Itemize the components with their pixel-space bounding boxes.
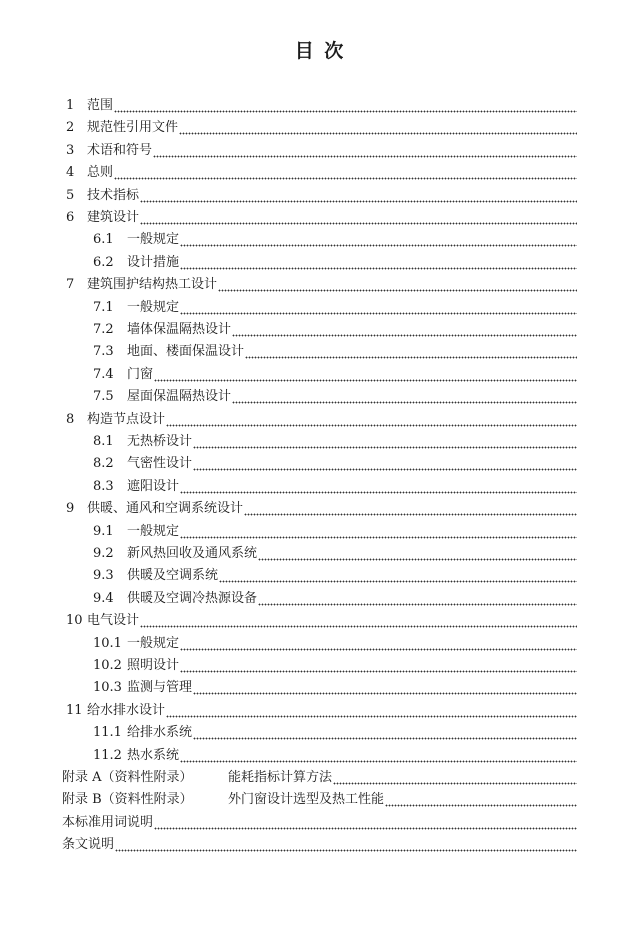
toc-entry-number: 7.4 bbox=[93, 366, 114, 382]
toc-leader-dots bbox=[180, 479, 577, 495]
toc-entry-number: 7 bbox=[66, 277, 75, 293]
toc-entry-text: 一般规定 bbox=[127, 299, 180, 315]
toc-leader-dots bbox=[179, 120, 577, 136]
toc-entry-number: 8 bbox=[66, 411, 75, 427]
toc-entry-number: 6 bbox=[66, 210, 75, 225]
toc-entry[interactable] bbox=[66, 609, 577, 629]
toc-entry-text: 门窗 bbox=[127, 366, 154, 382]
toc-leader-dots bbox=[258, 546, 577, 562]
toc-leader-dots bbox=[232, 322, 577, 338]
toc-title: 目 次 bbox=[294, 40, 346, 62]
toc-entry-number: 6.2 bbox=[93, 254, 114, 270]
toc-entry-text: 热水系统 bbox=[127, 747, 180, 763]
toc-entry-text: 监测与管理 bbox=[127, 680, 193, 696]
toc-leader-dots bbox=[193, 680, 577, 696]
toc-entry[interactable] bbox=[93, 475, 577, 495]
toc-leader-dots bbox=[244, 501, 577, 517]
toc-entry[interactable] bbox=[93, 744, 577, 764]
toc-entry-text: 供暖及空调冷热源设备 bbox=[127, 590, 258, 606]
toc-entry-text: 建筑围护结构热工设计 bbox=[87, 277, 218, 293]
toc-entry-number: 11.1 bbox=[93, 725, 122, 741]
toc-leader-dots bbox=[193, 434, 577, 450]
toc-entry[interactable] bbox=[93, 385, 577, 405]
toc-leader-dots bbox=[193, 725, 577, 741]
toc-entry-text: 地面、楼面保温设计 bbox=[127, 344, 245, 360]
toc-entry[interactable] bbox=[93, 564, 577, 584]
toc-entry-text: 无热桥设计 bbox=[127, 434, 193, 449]
toc-leader-dots bbox=[154, 367, 577, 383]
toc-entry[interactable] bbox=[66, 139, 577, 159]
toc-entry[interactable] bbox=[93, 721, 577, 741]
toc-entry-number: 9 bbox=[66, 501, 75, 517]
toc-entry-text: 本标准用词说明 bbox=[62, 814, 154, 830]
toc-entry-number: 5 bbox=[66, 187, 75, 203]
toc-entry-text: 一般规定 bbox=[127, 232, 180, 248]
toc-entry-number: 附录 A（资料性附录） bbox=[62, 770, 193, 785]
toc-leader-dots bbox=[245, 344, 577, 360]
toc-entry[interactable] bbox=[93, 318, 577, 338]
toc-entry-number: 9.2 bbox=[93, 546, 114, 561]
toc-entry-text: 新风热回收及通风系统 bbox=[127, 546, 258, 561]
toc-entry[interactable] bbox=[66, 206, 577, 226]
toc-entry-text: 给水排水设计 bbox=[87, 702, 166, 718]
toc-entry[interactable] bbox=[62, 811, 577, 831]
toc-entry-text: 供暖及空调系统 bbox=[127, 568, 219, 584]
toc-entry-text: 气密性设计 bbox=[127, 456, 193, 472]
toc-entry-text: 规范性引用文件 bbox=[87, 120, 179, 136]
toc-leader-dots bbox=[180, 658, 577, 674]
toc-leader-dots bbox=[180, 232, 577, 248]
toc-entry[interactable] bbox=[93, 296, 577, 316]
toc-entry[interactable] bbox=[66, 184, 577, 204]
toc-leader-dots bbox=[232, 389, 577, 405]
toc-leader-dots bbox=[193, 456, 577, 472]
toc-leader-dots bbox=[333, 770, 577, 786]
toc-entry[interactable] bbox=[93, 452, 577, 472]
toc-entry-number: 10.1 bbox=[93, 635, 122, 651]
toc-entry-number: 6.1 bbox=[93, 232, 114, 248]
toc-entry[interactable] bbox=[93, 228, 577, 248]
toc-entry-number: 1 bbox=[66, 98, 75, 113]
toc-leader-dots bbox=[115, 837, 577, 853]
toc-entry[interactable] bbox=[93, 430, 577, 450]
toc-entry-text: 构造节点设计 bbox=[87, 411, 166, 427]
toc-entry[interactable] bbox=[93, 363, 577, 383]
toc-entry-text: 遮阳设计 bbox=[127, 478, 180, 494]
toc-entry-number: 8.2 bbox=[93, 456, 114, 472]
toc-leader-dots bbox=[140, 613, 577, 629]
toc-leader-dots bbox=[180, 748, 577, 764]
toc-entry-text: 一般规定 bbox=[127, 523, 180, 539]
toc-entry-text: 技术指标 bbox=[87, 187, 140, 203]
toc-entry[interactable] bbox=[93, 251, 577, 271]
toc-entry-text: 电气设计 bbox=[87, 613, 140, 629]
toc-entry[interactable] bbox=[93, 587, 577, 607]
toc-leader-dots bbox=[166, 412, 577, 428]
toc-entry-text: 建筑设计 bbox=[87, 210, 140, 225]
toc-leader-dots bbox=[180, 524, 577, 540]
toc-entry-number: 11 bbox=[66, 702, 83, 718]
toc-entry-text: 照明设计 bbox=[127, 658, 180, 673]
toc-entry-text: 屋面保温隔热设计 bbox=[127, 389, 232, 405]
toc-entry-number: 9.4 bbox=[93, 590, 114, 606]
toc-entry-number: 10.3 bbox=[93, 680, 122, 696]
toc-entry[interactable] bbox=[66, 94, 577, 114]
toc-entry-number: 9.3 bbox=[93, 568, 114, 584]
toc-entry[interactable] bbox=[93, 542, 577, 562]
toc-entry[interactable] bbox=[93, 676, 577, 696]
toc-leader-dots bbox=[140, 210, 577, 226]
toc-entry[interactable] bbox=[66, 116, 577, 136]
toc-entry-text: 术语和符号 bbox=[87, 142, 153, 158]
toc-entry-number: 7.3 bbox=[93, 344, 114, 360]
toc-leader-dots bbox=[154, 815, 577, 831]
toc-entry[interactable] bbox=[66, 273, 577, 293]
toc-entry-number: 11.2 bbox=[93, 747, 122, 763]
toc-entry[interactable] bbox=[62, 833, 577, 853]
toc-leader-dots bbox=[114, 165, 577, 181]
toc-entry-number: 7.1 bbox=[93, 299, 114, 315]
toc-leader-dots bbox=[258, 591, 577, 607]
toc-entry-number: 8.1 bbox=[93, 434, 114, 449]
toc-entry-number: 7.2 bbox=[93, 322, 114, 337]
toc-entry[interactable] bbox=[66, 699, 577, 719]
toc-entry-number: 附录 B（资料性附录） bbox=[62, 792, 193, 808]
toc-entry-number: 8.3 bbox=[93, 478, 114, 494]
toc-entry[interactable] bbox=[93, 340, 577, 360]
toc-entry[interactable] bbox=[93, 520, 577, 540]
toc-entry-text: 范围 bbox=[87, 98, 114, 113]
toc-entry[interactable] bbox=[66, 161, 577, 181]
toc-leader-dots bbox=[153, 143, 577, 159]
toc-entry-number: 2 bbox=[66, 120, 75, 136]
toc-entry-text: 给排水系统 bbox=[127, 725, 193, 741]
toc-leader-dots bbox=[114, 98, 577, 114]
toc-entry[interactable] bbox=[66, 497, 577, 517]
toc-entry[interactable] bbox=[93, 654, 577, 674]
toc-entry[interactable] bbox=[62, 766, 577, 786]
toc-leader-dots bbox=[140, 188, 577, 204]
toc-entry-text: 供暖、通风和空调系统设计 bbox=[87, 501, 244, 517]
toc-entry-text: 设计措施 bbox=[127, 254, 180, 270]
toc-entry[interactable] bbox=[66, 408, 577, 428]
toc-entry-number: 9.1 bbox=[93, 523, 114, 539]
toc-entry-number: 3 bbox=[66, 142, 75, 158]
toc-leader-dots bbox=[166, 703, 577, 719]
toc-entry-text: 总则 bbox=[87, 165, 114, 181]
toc-entry-number: 10.2 bbox=[93, 658, 122, 673]
toc-entry-number: 4 bbox=[66, 165, 75, 181]
toc-entry-text: 外门窗设计选型及热工性能 bbox=[228, 792, 385, 808]
toc-entry-text: 墙体保温隔热设计 bbox=[127, 322, 232, 337]
toc-entry[interactable] bbox=[62, 788, 577, 808]
toc-entry-text: 能耗指标计算方法 bbox=[228, 770, 333, 785]
toc-leader-dots bbox=[180, 300, 577, 316]
toc-leader-dots bbox=[180, 255, 577, 271]
toc-entry-number: 10 bbox=[66, 613, 83, 629]
toc-entry-number: 7.5 bbox=[93, 389, 114, 405]
toc-leader-dots bbox=[219, 568, 577, 584]
toc-leader-dots bbox=[218, 277, 577, 293]
toc-leader-dots bbox=[180, 636, 577, 652]
toc-leader-dots bbox=[385, 792, 577, 808]
toc-entry[interactable] bbox=[93, 632, 577, 652]
toc-entry-text: 一般规定 bbox=[127, 635, 180, 651]
toc-entry-text: 条文说明 bbox=[62, 837, 115, 853]
